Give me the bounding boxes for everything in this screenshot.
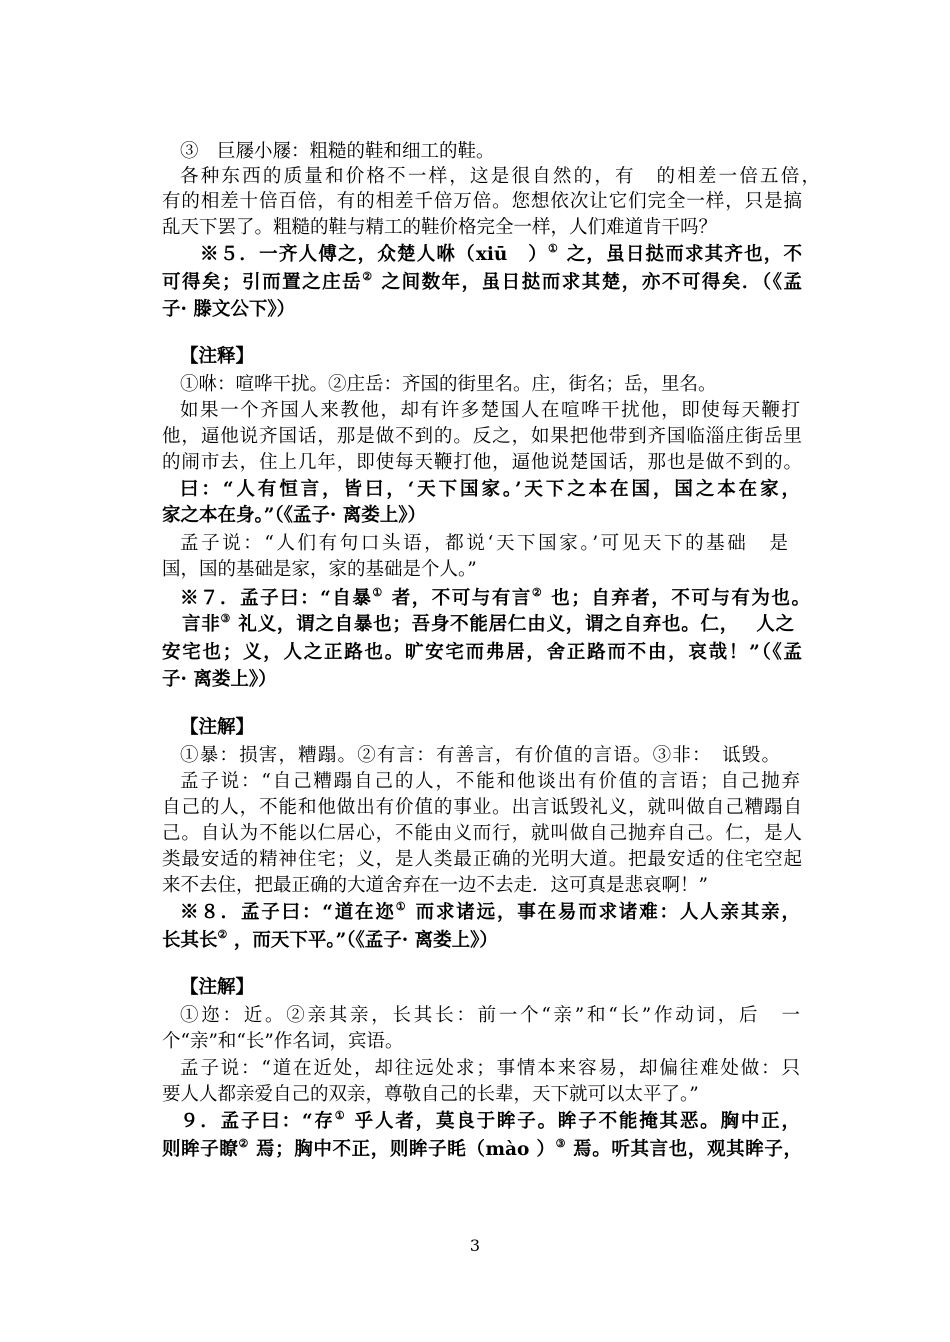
- text-line: [180, 587, 810, 611]
- text-segment: 焉；胸中不正，则眸子眊（mào ）: [248, 1139, 556, 1160]
- text-segment: 言非: [182, 614, 221, 635]
- text-line: ③ 巨屦小屦：粗糙的鞋和细工的鞋。: [180, 141, 495, 162]
- footnote-marker: ①: [334, 1110, 347, 1122]
- text-segment: 之，虽日挞而求其齐也，不: [559, 244, 802, 265]
- text-line: 的闹市去，住上几年，即使每天鞭打他，逼他说楚国话，那也是做不到的。: [162, 452, 802, 473]
- text-line: 类最安适的精神住宅；义，是人类最正确的光明大道。把最安适的住宅空起: [162, 849, 802, 870]
- text-segment: 长其长: [162, 930, 218, 951]
- text-line: [200, 243, 802, 267]
- text-line: 个“亲”和“长”作名词，宾语。: [162, 1031, 404, 1052]
- text-line: [182, 613, 794, 637]
- text-line: [162, 1138, 802, 1162]
- text-segment: ※５．一齐人傅之，众楚人咻（xiū ）: [200, 244, 548, 265]
- footnote-marker: ②: [531, 587, 544, 599]
- text-segment: ，而天下平。”（《孟子· 离娄上》）: [227, 930, 498, 951]
- footnote-marker: ②: [217, 929, 228, 941]
- footnote-marker: ③: [555, 1138, 567, 1150]
- text-line: 来不去住，把最正确的大道舍弃在一边不去走．这可真是悲哀啊！”: [162, 875, 708, 896]
- text-line: 要人人都亲爱自己的双亲，尊敬自己的长辈，天下就可以太平了。”: [162, 1084, 699, 1105]
- text-segment: 乎人者，莫良于眸子。眸子不能掩其恶。胸中正，: [346, 1111, 800, 1132]
- text-line: 家之本在身。”（《孟子· 离娄上》）: [162, 505, 427, 526]
- text-line: 国，国的基础是家，家的基础是个人。”: [162, 559, 477, 580]
- text-line: 曰：“人有恒言，皆曰，‘天下国家。’天下之本在国，国之本在家，: [180, 479, 800, 500]
- footnote-marker: ②: [362, 271, 374, 283]
- text-segment: 礼义，谓之自暴也；吾身不能居仁由义，谓之自弃也。仁， 人之: [231, 614, 794, 635]
- text-segment: ※８．孟子曰：“道在迩: [180, 902, 396, 923]
- text-line: ①迩：近。②亲其亲，长其长：前一个“亲”和“长”作动词，后 一: [180, 1005, 800, 1026]
- text-line: 【注解】: [180, 717, 255, 738]
- text-line: 乱天下罢了。粗糙的鞋与精工的鞋价格完全一样，人们难道肯干吗？: [162, 217, 718, 238]
- text-line: 【注释】: [180, 346, 255, 367]
- footnote-marker: ②: [238, 1138, 249, 1150]
- text-line: 孟子说：“道在近处，却往远处求；事情本来容易，却偏往难处做：只: [180, 1058, 800, 1079]
- text-line: 有的相差十倍百倍，有的相差千倍万倍。您想依次让它们完全一样，只是搞: [162, 191, 802, 212]
- text-line: 各种东西的质量和价格不一样，这是很自然的，有 的相差一倍五倍，: [180, 166, 820, 187]
- footnote-marker: ①: [548, 243, 560, 255]
- footnote-marker: ③: [220, 613, 232, 625]
- footnote-marker: ①: [372, 587, 384, 599]
- text-line: 孟子说：“自己糟蹋自己的人，不能和他谈出有价值的言语；自己抛弃: [180, 771, 800, 792]
- text-line: [180, 901, 800, 925]
- text-line: 他，逼他说齐国话，那是做不到的。反之，如果把他带到齐国临淄庄街岳里: [162, 426, 802, 447]
- text-segment: 则眸子瞭: [162, 1139, 239, 1160]
- text-line: 子· 离娄上》）: [162, 669, 277, 690]
- text-segment: 者，不可与有言: [383, 588, 532, 609]
- text-segment: ９．孟子曰：“存: [180, 1111, 335, 1132]
- text-segment: 之间数年，虽日挞而求其楚，亦不可得矣．（《孟: [373, 272, 802, 293]
- text-line: [180, 1110, 800, 1134]
- text-line: 如果一个齐国人来教他，却有许多楚国人在喧哗干扰他，即使每天鞭打: [180, 400, 800, 421]
- footnote-marker: ①: [395, 901, 408, 913]
- text-line: ①咻：喧哗干扰。②庄岳：齐国的街里名。庄，街名；岳，里名。: [180, 374, 717, 395]
- text-line: 自己的人，不能和他做出有价值的事业。出言诋毁礼义，就叫做自己糟蹋自: [162, 797, 802, 818]
- page-number: 3: [469, 1236, 481, 1255]
- text-line: 子· 滕文公下》）: [162, 299, 296, 320]
- text-line: 己。自认为不能以仁居心，不能由义而行，就叫做自己抛弃自己。仁，是人: [162, 823, 802, 844]
- text-line: 孟子说：“人们有句口头语，都说‘天下国家。’可见天下的基础 是: [180, 533, 788, 554]
- text-line: 安宅也；义，人之正路也。旷安宅而弗居，舍正路而不由，哀哉！”（《孟: [162, 642, 802, 663]
- text-segment: 焉。听其言也，观其眸子，: [566, 1139, 802, 1160]
- text-segment: 可得矣；引而置之庄岳: [162, 272, 363, 293]
- text-line: [162, 929, 802, 953]
- text-line: 【注解】: [180, 977, 255, 998]
- text-segment: ※７．孟子曰：“自暴: [180, 588, 373, 609]
- text-segment: 也；自弃者，不可与有为也。: [543, 588, 810, 609]
- text-segment: 而求诸远，事在易而求诸难：人人亲其亲，: [407, 902, 800, 923]
- text-line: [162, 271, 802, 295]
- text-line: ①暴：损害，糟蹋。②有言：有善言，有价值的言语。③非： 诋毁。: [180, 745, 780, 766]
